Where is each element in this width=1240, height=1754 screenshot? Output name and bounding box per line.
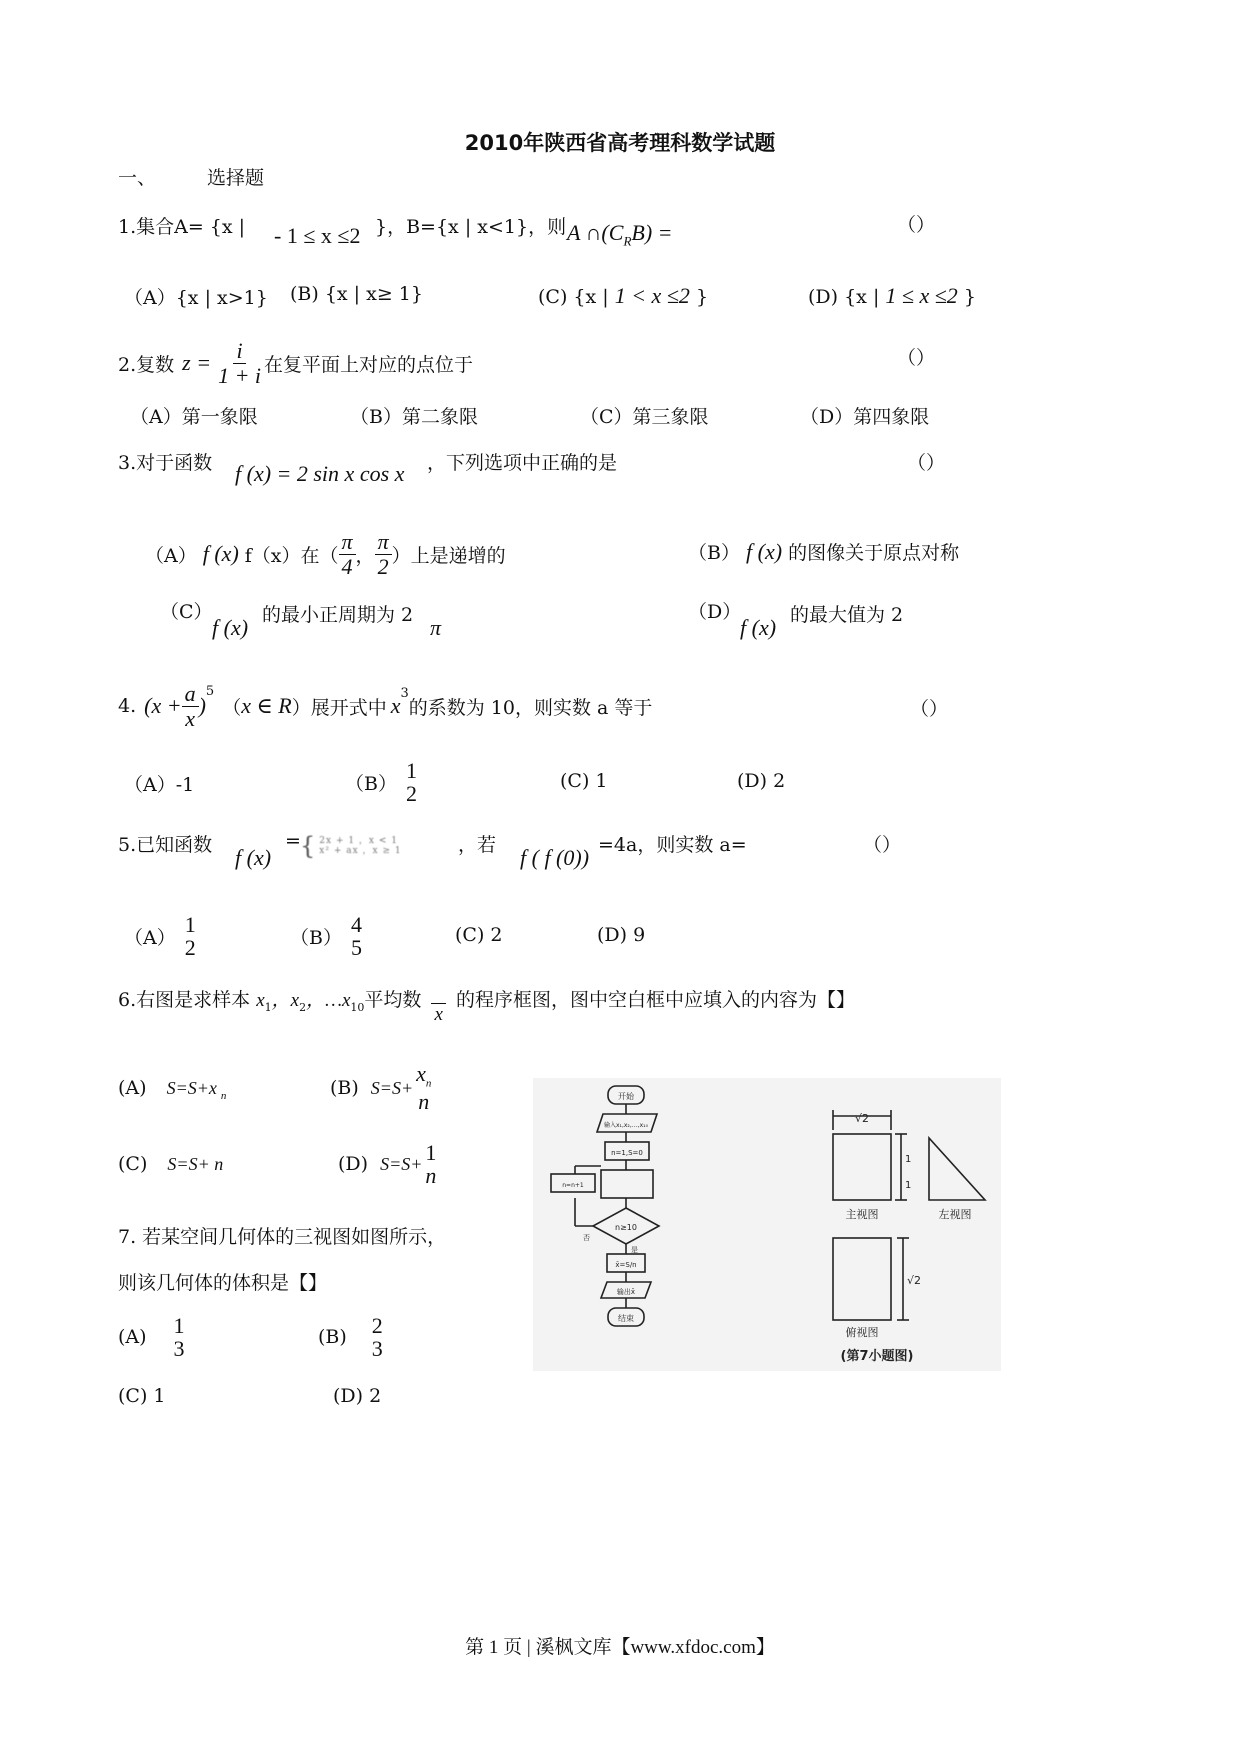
q3-option-a (145, 526, 506, 582)
q4-frac (182, 682, 199, 729)
q7-option-a-frac (171, 1314, 188, 1360)
q5-case-2: x² + ax ，x ≥ 1 (319, 846, 402, 856)
q6-stem (118, 985, 855, 1025)
q4-frac-num: a (182, 682, 199, 706)
q4-x3: x (390, 693, 401, 718)
q4-open: (x + (144, 693, 182, 718)
top-view-rect (833, 1238, 891, 1320)
q7-option-a-num: 1 (173, 1312, 185, 1338)
q6-x1-sub: 1 (264, 1000, 272, 1014)
q6-option-c-pre: (C) (118, 1153, 148, 1175)
q1-expression (567, 220, 673, 249)
front-view-sqrt2-label: √2 (855, 1112, 870, 1125)
q6-option-b-num-sub: n (425, 1077, 432, 1090)
q5-paren: （） (863, 834, 902, 856)
q7-option-a-den: 3 (173, 1336, 185, 1361)
q3-option-a-comma: ， (355, 544, 375, 567)
q3-pre: 3.对于函数 (118, 452, 213, 474)
q6-option-b-frac (413, 1062, 434, 1113)
q3-option-a-fx: f (x) (202, 541, 239, 566)
flowchart-no-label: 否 (583, 1234, 590, 1242)
q4-option-b-pre: （B） (345, 772, 397, 795)
q2-post: 在复平面上对应的点位于 (264, 353, 474, 376)
q7-option-b-pre: (B) (318, 1326, 347, 1348)
q6-option-a-sub: n (220, 1089, 227, 1102)
q1-stem (118, 212, 245, 239)
figure-svg (533, 1078, 1001, 1371)
q5-case-1: 2x + 1 ，x < 1 (319, 836, 398, 846)
q6-option-c (118, 1153, 223, 1175)
q3-frac1-num: π (339, 530, 356, 554)
q2-option-c: （C）第三象限 (580, 406, 709, 428)
q5-option-b-pre: （B） (290, 926, 342, 949)
q6-option-d (338, 1134, 439, 1194)
q6-x2-sub: 2 (299, 1000, 307, 1014)
page-title: 2010年陕西省高考理科数学试题 (464, 131, 776, 155)
q7-option-b-frac (369, 1314, 386, 1360)
q4-option-c: (C) 1 (560, 770, 608, 792)
q7-option-b (318, 1307, 386, 1367)
flowchart-end-label: 结束 (618, 1314, 634, 1323)
q6-option-c-expr: S=S+ n (167, 1154, 224, 1174)
q1-stem-b: }，B={x | x<1}，则 (375, 216, 567, 238)
q6-option-d-expr: S=S+ (380, 1153, 423, 1174)
flowchart-assign-label: x̄=S/n (615, 1261, 637, 1269)
q1-option-a: （A）{x | x>1} (124, 287, 268, 309)
q5-post2: =4a，则实数 a= (598, 834, 747, 856)
q3-option-a-frac1 (339, 530, 356, 577)
q1-option-c-end: } (695, 286, 709, 308)
q1-option-c-math: 1 < x ≤2 (614, 283, 690, 308)
q2-stem (118, 338, 473, 388)
flowchart-input-label: 输入x₁,x₂,…,x₁₀ (604, 1122, 648, 1129)
section-name: 选择题 (207, 167, 265, 189)
q1-expr-sub: R (623, 233, 632, 249)
q4-close: ) (198, 693, 206, 718)
q1-option-c (538, 283, 708, 309)
q3-frac2-den: 2 (377, 553, 389, 579)
front-view-rect (833, 1134, 891, 1200)
q3-option-a-post: ）上是递增的 (391, 544, 506, 567)
q2-option-a: （A）第一象限 (130, 406, 258, 428)
q2-fraction-den: 1 + i (218, 362, 262, 388)
q3-option-b-fx: f (x) (746, 539, 783, 564)
flowchart-increment-label: n=n+1 (562, 1182, 584, 1189)
q6-x2: ，x (271, 990, 300, 1011)
q3-option-c-pi: π (430, 615, 442, 640)
q3-frac1-den: 4 (341, 553, 353, 579)
q5-option-a-den: 2 (184, 935, 196, 960)
q3-option-b (688, 538, 959, 565)
q5-ffx: f ( f (0)) (520, 845, 590, 870)
q7-option-c: (C) 1 (118, 1385, 166, 1407)
side-view-label: 左视图 (938, 1208, 972, 1221)
q6-x10-sub: 10 (350, 1000, 365, 1014)
front-view-one-label-b: 1 (905, 1180, 912, 1191)
q7-option-a (118, 1307, 188, 1367)
flowchart-init-label: n=1,S=0 (611, 1149, 643, 1157)
q7-option-d: (D) 2 (333, 1385, 382, 1407)
top-view-label: 俯视图 (845, 1326, 879, 1339)
page-footer: 第 1 页 | 溪枫文库【www.xfdoc.com】 (465, 1637, 775, 1658)
q4-paren: （） (910, 698, 949, 720)
q6-option-d-den: n (425, 1163, 437, 1188)
q4-option-b (345, 752, 420, 812)
flowchart-condition-label: n≥10 (615, 1223, 637, 1232)
q4-option-b-frac (403, 759, 420, 805)
q1-paren: （） (897, 214, 936, 236)
q5-option-b-num: 4 (350, 911, 362, 937)
q4-cond-open: （ (222, 696, 242, 719)
q3-option-d-fx: f (x) (740, 615, 777, 640)
q2-fraction (215, 339, 264, 386)
q3-function: f (x) = 2 sin x cos x (235, 461, 405, 486)
q3-option-b-pre: （B） (688, 542, 740, 564)
q3-post: ，下列选项中正确的是 (427, 452, 618, 474)
q3-option-d-pre: （D） (688, 601, 742, 623)
q1-stem-a: 1.集合A= {x | (118, 216, 246, 238)
q6-option-b-pre: (B) (330, 1077, 359, 1099)
q7-line-1: 7. 若某空间几何体的三视图如图所示， (118, 1226, 447, 1248)
q2-option-d: （D）第四象限 (800, 406, 930, 428)
q3-option-a-frac2 (375, 530, 392, 577)
front-view-one-label-a: 1 (905, 1154, 912, 1165)
q1-option-c-pre: (C) {x | (538, 286, 609, 308)
q1-option-d-end: } (963, 286, 976, 308)
q5-option-a-num: 1 (184, 911, 196, 937)
q5-post1: ，若 (458, 834, 497, 856)
q2-paren: （） (897, 347, 936, 369)
q4-exp: 5 (205, 684, 215, 699)
q4-option-b-den: 2 (405, 781, 417, 806)
q2-option-b: （B）第二象限 (350, 406, 478, 428)
q2-fraction-num: i (233, 339, 245, 363)
q1-option-d-pre: (D) {x | (808, 286, 880, 308)
q3-option-c-fx: f (x) (212, 615, 249, 640)
figure-flowchart-and-three-views (533, 1078, 1001, 1371)
flowchart-output-label: 输出x̄ (616, 1288, 636, 1296)
q6-option-a-pre: (A) (118, 1077, 147, 1099)
q4-option-b-num: 1 (405, 757, 417, 783)
q4-frac-den: x (185, 705, 195, 731)
q5-option-b (290, 906, 365, 966)
top-view-sqrt2-label: √2 (907, 1274, 922, 1287)
q6-option-b-num: x (416, 1061, 426, 1087)
q5-option-a (124, 906, 199, 966)
q1-option-d (808, 283, 976, 309)
q6-mid: 平均数 (364, 989, 422, 1011)
q3-frac2-num: π (375, 530, 392, 554)
q5-option-a-frac (182, 913, 199, 959)
q6-x1: x (256, 990, 265, 1011)
q6-option-d-num: 1 (425, 1139, 437, 1165)
figure-caption: (第7小题图) (840, 1349, 914, 1364)
flowchart-start-label: 开始 (618, 1092, 634, 1101)
flowchart-blank-box (601, 1170, 653, 1198)
q5-piecewise: { 2x + 1 ，x < 1 x² + ax ，x ≥ 1 (300, 832, 402, 860)
q3-option-d-post: 的最大值为 2 (790, 604, 904, 626)
q6-pre: 6.右图是求样本 (118, 989, 251, 1011)
q3-option-a-mid: f（x）在（ (244, 544, 339, 567)
q5-eq: = (285, 830, 301, 852)
q6-xbar: x (431, 1003, 445, 1026)
q4-option-a: （A）-1 (124, 774, 195, 796)
q3-option-a-pre: （A） (145, 544, 197, 567)
q1-expr-end: B) = (631, 220, 673, 245)
q6-post: 的程序框图，图中空白框中应填入的内容为【】 (455, 989, 855, 1011)
q5-fx: f (x) (235, 845, 272, 870)
side-view-triangle (929, 1138, 985, 1200)
q6-option-b-expr: S=S+ (370, 1077, 414, 1098)
q7-option-a-pre: (A) (118, 1326, 147, 1348)
q2-pre: 2.复数 (118, 353, 175, 376)
q1-option-d-math: 1 ≤ x ≤2 (885, 283, 958, 308)
q3-option-b-post: 的图像关于原点对称 (788, 542, 960, 564)
q7-option-b-den: 3 (371, 1336, 383, 1361)
q5-option-d: (D) 9 (597, 924, 646, 946)
q5-option-b-frac (348, 913, 365, 959)
q3-option-c-post: 的最小正周期为 2 (262, 604, 414, 626)
q6-option-b (330, 1058, 434, 1118)
q1-expr-main: A ∩(C (567, 220, 624, 245)
q7-line-2: 则该几何体的体积是【】 (118, 1272, 328, 1294)
q4-cond: x ∈ R (241, 693, 292, 718)
q1-condition: - 1 ≤ x ≤2 (274, 223, 361, 248)
q6-option-d-pre: (D) (338, 1153, 369, 1175)
q6-option-d-frac (422, 1141, 439, 1187)
flowchart-yes-label: 是 (631, 1246, 638, 1254)
q3-paren: （） (907, 452, 946, 474)
q7-option-b-num: 2 (371, 1312, 383, 1338)
q1-option-b: (B) {x | x≥ 1} (290, 283, 423, 305)
q5-pre: 5.已知函数 (118, 834, 213, 856)
q4-num: 4. (118, 695, 137, 717)
q6-option-b-den: n (418, 1089, 430, 1115)
q5-option-a-pre: （A） (124, 926, 176, 949)
q6-dots: ，…x (306, 990, 351, 1011)
q4-cond-close: ）展开式中 (291, 696, 387, 719)
q4-option-d: (D) 2 (737, 770, 786, 792)
front-view-label: 主视图 (845, 1208, 879, 1221)
q4-stem (118, 676, 652, 736)
q5-option-c: (C) 2 (455, 924, 503, 946)
q3-option-c-pre: （C） (160, 601, 213, 623)
q6-option-a (118, 1077, 226, 1102)
q5-option-b-den: 5 (350, 935, 362, 960)
q2-z: z = (182, 350, 212, 375)
q4-x3-exp: 3 (400, 686, 409, 701)
q6-option-a-expr: S=S+x (166, 1078, 217, 1098)
q4-post: 的系数为 10，则实数 a 等于 (408, 696, 653, 719)
section-number: 一、 (118, 167, 157, 189)
